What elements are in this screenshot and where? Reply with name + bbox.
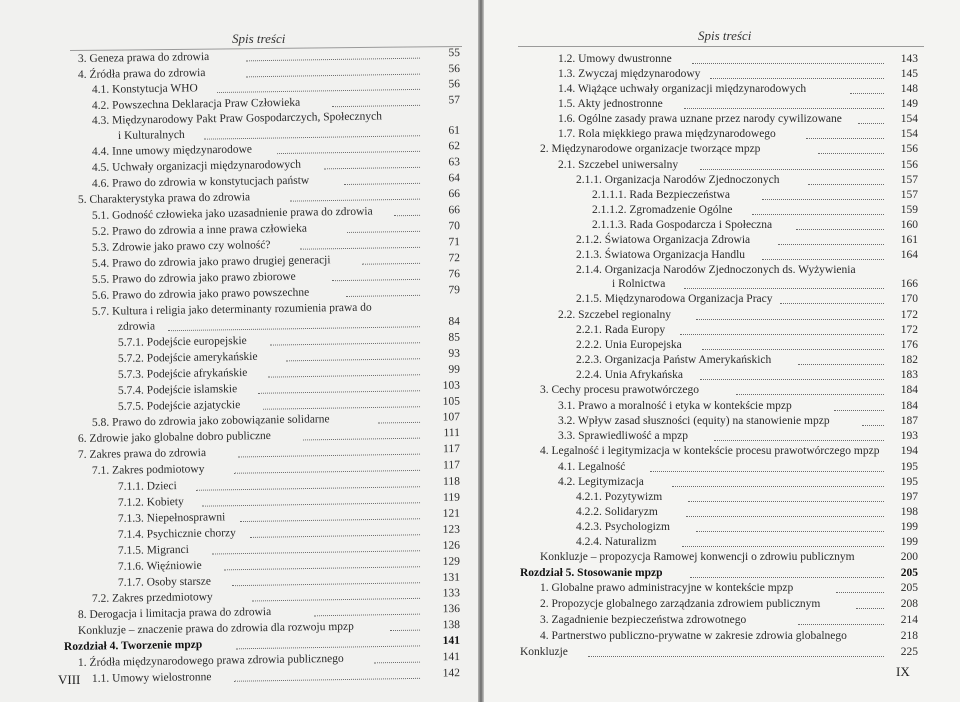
toc-entry: 3. Geneza prawa do zdrowia 55	[77, 47, 461, 65]
toc-entry: 5. Charakterystyka prawa do zdrowia 66	[77, 188, 461, 206]
toc-entry: 5.7.4. Podejście islamskie 103	[117, 379, 461, 397]
toc-entry: 7.1. Zakres podmiotowy 117	[91, 459, 461, 477]
toc-entry: 4.2.3. Psychologizm 199	[576, 521, 918, 533]
toc-entry: 4.5. Uchwały organizacji międzynarodowych 63	[91, 156, 461, 174]
toc-entry: 2.2.2. Unia Europejska 176	[576, 339, 918, 351]
toc-entry: 5.7.1. Podejście europejskie 85	[117, 331, 461, 349]
toc-entry: 5.7.2. Podejście amerykańskie 93	[117, 347, 461, 365]
toc-entry: 5.8. Prawo do zdrowia jako zobowiązanie solidarne 107	[91, 411, 461, 429]
toc-entry: i Kulturalnych 61	[117, 124, 461, 142]
toc-entry: 6. Zdrowie jako globalne dobro publiczne 111	[77, 427, 461, 445]
left-page	[0, 0, 478, 702]
toc-entry: 1.1. Umowy wielostronne 142	[91, 667, 461, 685]
toc-entry: 4. Partnerstwo publiczno-prywatne w zakresie zdrowia globalnego 218	[540, 630, 918, 642]
toc-entry: 2.1.1.3. Rada Gospodarcza i Społeczna 160	[592, 219, 918, 231]
toc-entry: 7.1.2. Kobiety 119	[117, 491, 461, 509]
toc-entry: 4.2. Legitymizacja 195	[558, 476, 918, 488]
toc-entry: 4.2.1. Pozytywizm 197	[576, 491, 918, 503]
toc-entry: 2.2. Szczebel regionalny 172	[558, 309, 918, 321]
toc-entry: 7.1.3. Niepełnosprawni 121	[117, 507, 461, 525]
toc-entry: 7.1.1. Dzieci 118	[117, 475, 461, 493]
toc-entry: 3.1. Prawo a moralność i etyka w kontekście mpzp 184	[558, 400, 918, 412]
toc-entry: zdrowia 84	[117, 315, 461, 333]
toc-entry: 2.2.4. Unia Afrykańska 183	[576, 369, 918, 381]
toc-entry: 1. Źródła międzynarodowego prawa zdrowia publicznego 141	[77, 651, 461, 669]
toc-entry: Konkluzje – propozycja Ramowej konwencji o zdrowiu publicznym 200	[540, 551, 918, 563]
toc-entry: 2.1.1.1. Rada Bezpieczeństwa 157	[592, 189, 918, 201]
toc-entry: 2.1.2. Światowa Organizacja Zdrowia 161	[576, 234, 918, 246]
toc-entry: 2.1. Szczebel uniwersalny 156	[558, 159, 918, 171]
toc-entry: 2.1.5. Międzynarodowa Organizacja Pracy 170	[576, 293, 918, 305]
toc-entry: 4.4. Inne umowy międzynarodowe 62	[91, 140, 461, 158]
toc-entry: 8. Derogacja i limitacja prawa do zdrowia 136	[77, 603, 461, 621]
toc-entry: 2.2.3. Organizacja Państw Amerykańskich 182	[576, 354, 918, 366]
toc-entry: 5.3. Zdrowie jako prawo czy wolność? 71	[91, 236, 461, 254]
toc-entry: 2.2.1. Rada Europy 172	[576, 324, 918, 336]
toc-entry: 2.1.3. Światowa Organizacja Handlu 164	[576, 249, 918, 261]
toc-entry: 1.2. Umowy dwustronne 143	[558, 53, 918, 65]
toc-entry: 2.1.4. Organizacja Narodów Zjednoczonych ds. Wyżywienia	[576, 264, 856, 276]
toc-entry: 1.7. Rola miękkiego prawa międzynarodowego 154	[558, 128, 918, 140]
toc-entry: 5.4. Prawo do zdrowia jako prawo drugiej generacji 72	[91, 252, 461, 270]
toc-entry: 1.3. Zwyczaj międzynarodowy 145	[558, 68, 918, 80]
header-rule	[518, 46, 924, 47]
toc-entry: 4. Legalność i legitymizacja w kontekście procesu prawotwórczego mpzp 194	[540, 445, 918, 457]
toc-entry: 3.3. Sprawiedliwość a mpzp 193	[558, 430, 918, 442]
toc-entry: 3. Cechy procesu prawotwórczego 184	[540, 384, 918, 396]
toc-entry: 7.1.7. Osoby starsze 131	[117, 571, 461, 589]
toc-entry: Konkluzje 225	[520, 646, 918, 658]
toc-entry: 4.2.4. Naturalizm 199	[576, 536, 918, 548]
toc-entry: 3. Zagadnienie bezpieczeństwa zdrowotnego 214	[540, 614, 918, 626]
toc-entry: 2. Propozycje globalnego zarządzania zdrowiem publicznym 208	[540, 598, 918, 610]
toc-entry: 7. Zakres prawa do zdrowia 117	[77, 443, 461, 461]
toc-entry: 5.6. Prawo do zdrowia jako prawo powszechne 79	[91, 284, 461, 302]
toc-entry: 5.7.3. Podejście afrykańskie 99	[117, 363, 461, 381]
right-page	[484, 0, 960, 702]
toc-entry: 5.1. Godność człowieka jako uzasadnienie prawa do zdrowia 66	[91, 204, 461, 222]
toc-entry: 4.1. Legalność 195	[558, 461, 918, 473]
toc-entry: 5.7. Kultura i religia jako determinanty rozumienia prawa do	[91, 301, 372, 318]
toc-entry: 7.1.6. Więźniowie 129	[117, 555, 461, 573]
running-header: Spis treści	[698, 28, 752, 43]
toc-entry: 2. Międzynarodowe organizacje tworzące mpzp 156	[540, 143, 918, 155]
toc-entry: i Rolnictwa 166	[612, 278, 918, 290]
toc-entry: 7.1.4. Psychicznie chorzy 123	[117, 523, 461, 541]
toc-chapter: Rozdział 4. Tworzenie mpzp 141	[63, 634, 461, 653]
toc-entry: Konkluzje – znaczenie prawa do zdrowia dla rozwoju mpzp 138	[77, 619, 461, 637]
page-number: IX	[896, 664, 910, 679]
toc-entry: 4.1. Konstytucja WHO 56	[91, 78, 461, 96]
toc-entry: 1.5. Akty jednostronne 149	[558, 98, 918, 110]
toc-chapter: Rozdział 5. Stosowanie mpzp 205	[520, 567, 918, 579]
toc-entry: 5.2. Prawo do zdrowia a inne prawa człowieka 70	[91, 220, 461, 238]
page-number: VIII	[58, 672, 81, 687]
toc-entry: 4.3. Międzynarodowy Pakt Praw Gospodarczych, Społecznych	[91, 110, 383, 127]
toc-entry: 4. Źródła prawa do zdrowia 56	[77, 63, 461, 81]
toc-entry: 2.1.1.2. Zgromadzenie Ogólne 159	[592, 204, 918, 216]
toc-entry: 5.5. Prawo do zdrowia jako prawo zbiorowe 76	[91, 268, 461, 286]
toc-entry: 7.1.5. Migranci 126	[117, 539, 461, 557]
toc-entry: 3.2. Wpływ zasad słuszności (equity) na stanowienie mpzp 187	[558, 415, 918, 427]
toc-entry: 1.6. Ogólne zasady prawa uznane przez narody cywilizowane 154	[558, 113, 918, 125]
toc-entry: 4.2.2. Solidaryzm 198	[576, 506, 918, 518]
toc-entry: 4.2. Powszechna Deklaracja Praw Człowieka 57	[91, 94, 461, 112]
toc-entry: 7.2. Zakres przedmiotowy 133	[91, 587, 461, 605]
toc-entry: 4.6. Prawo do zdrowia w konstytucjach państw 64	[91, 172, 461, 190]
toc-entry: 5.7.5. Podejście azjatyckie 105	[117, 395, 461, 413]
toc-entry: 1. Globalne prawo administracyjne w kontekście mpzp 205	[540, 582, 918, 594]
toc-entry: 1.4. Wiążące uchwały organizacji międzynarodowych 148	[558, 83, 918, 95]
toc-entry: 2.1.1. Organizacja Narodów Zjednoczonych 157	[576, 174, 918, 186]
running-header: Spis treści	[232, 31, 286, 46]
